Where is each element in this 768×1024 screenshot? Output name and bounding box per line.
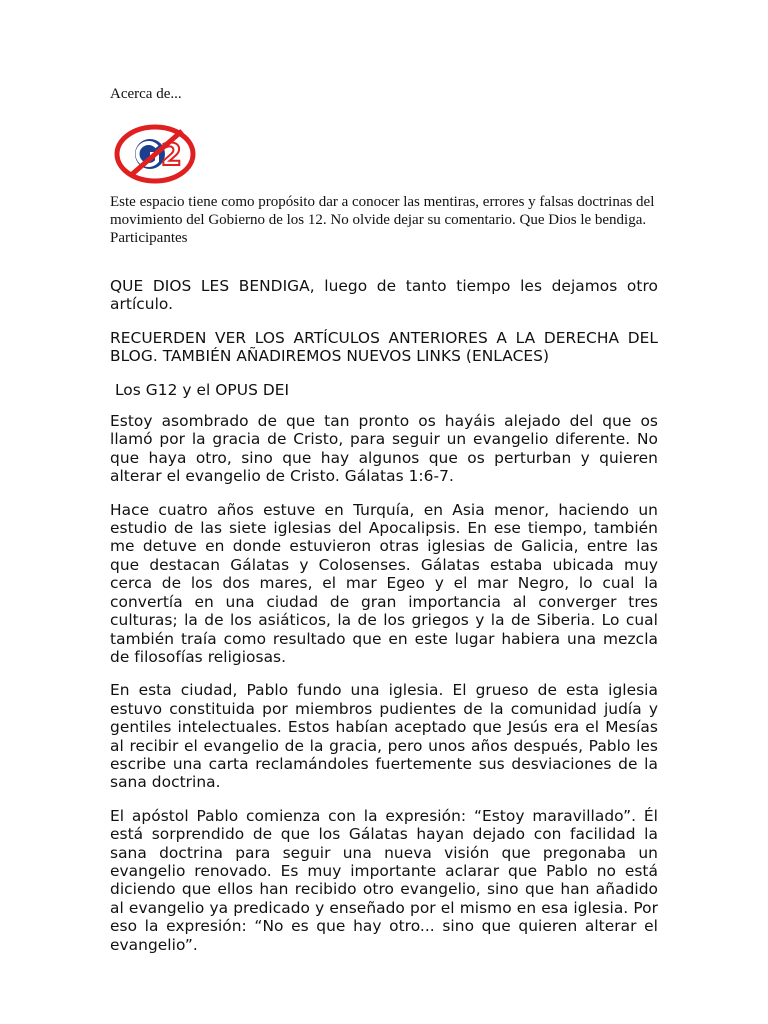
article-body	[110, 277, 658, 969]
article-notice: RECUERDEN VER LOS ARTÍCULOS ANTERIORES A LA DERECHA DEL BLOG. TAMBIÉN AÑADIREMOS NUEVOS LINKS (ENLACES)	[110, 328, 658, 366]
article-paragraph: En esta ciudad, Pablo fundo una iglesia. El grueso de esta iglesia estuvo constituida por miembros pudientes de la comunidad judía y gentiles intelectuales. Estos habían aceptado que Jesús era el Mesías al recibir el evangelio de la gracia, pero unos años después, Pablo les escribe una carta reclamándoles fuertemente sus desviaciones de la sana doctrina.	[110, 681, 658, 792]
article-greeting: QUE DIOS LES BENDIGA, luego de tanto tiempo les dejamos otro artículo.	[110, 277, 658, 314]
participants-label: Participantes	[110, 230, 188, 246]
g12-prohibited-logo-icon	[112, 123, 198, 185]
intro-description: Este espacio tiene como propósito dar a conocer las mentiras, errores y falsas doctrinas del movimiento del Gobierno de los 12. No olvide dejar su comentario. Que Dios le bendiga.	[110, 194, 655, 228]
logo-graphic	[112, 123, 198, 185]
article-paragraph: Hace cuatro años estuve en Turquía, en Asia menor, haciendo un estudio de las siete iglesias del Apocalipsis. En ese tiempo, también me detuve en donde estuvieron otras iglesias de Galicia, entre las que destacan Gálatas y Colosenses. Gálatas estaba ubicada muy cerca de los dos mares, el mar Egeo y el mar Negro, lo cual la convertía en una ciudad de gran importancia al converger tres culturas; la de los asiáticos, la de los griegos y la de Siberia. Lo cual también traía como resultado que en este lugar habiera una mezcla de filosofías religiosas.	[110, 500, 658, 666]
about-heading: Acerca de...	[110, 86, 182, 102]
logo-two-glyph: 2	[161, 138, 182, 173]
article-paragraph: Estoy asombrado de que tan pronto os hayáis alejado del que os llamó por la gracia de Cristo, para seguir un evangelio diferente. No que haya otro, sino que hay algunos que os perturban y quieren alterar el evangelio de Cristo. Gálatas 1:6-7.	[110, 412, 658, 486]
article-paragraph: El apóstol Pablo comienza con la expresión: “Estoy maravillado”. Él está sorprendido de que los Gálatas hayan dejado con facilidad la sana doctrina para seguir una nueva visión que pregonaba un evangelio renovado. Es muy importante aclarar que Pablo no está diciendo que ellos han recibido otro evangelio, sino que han añadido al evangelio ya predicado y enseñado por el mismo en esa iglesia. Por eso la expresión: “No es que hay otro... sino que quieren alterar el evangelio”.	[110, 806, 658, 954]
intro-block	[110, 193, 670, 247]
article-subtitle: Los G12 y el OPUS DEI	[110, 380, 290, 399]
